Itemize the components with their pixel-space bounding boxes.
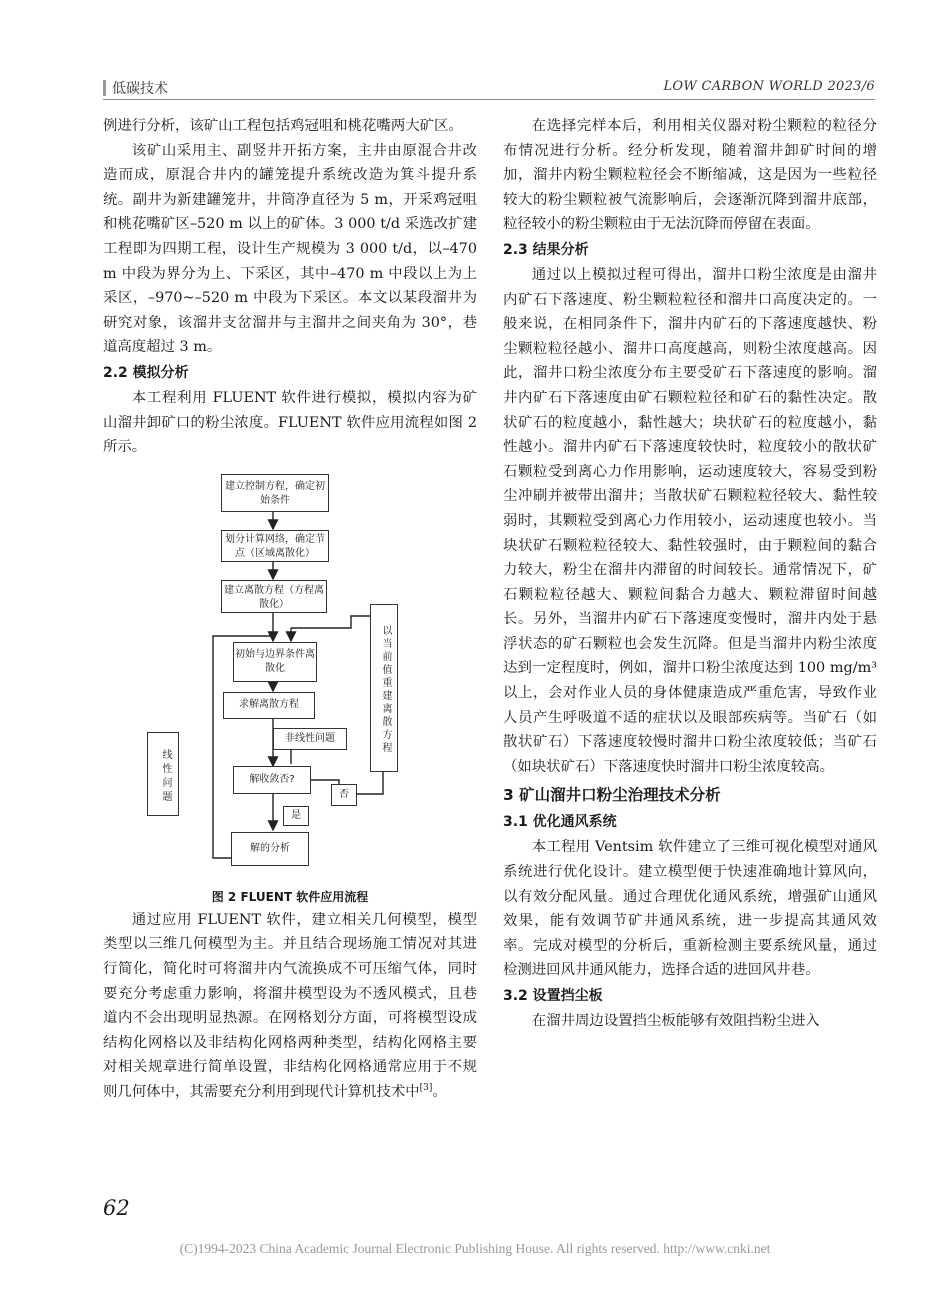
- paragraph: 在溜井周边设置挡尘板能够有效阻挡粉尘进入: [531, 1013, 820, 1029]
- left-column: [103, 114, 477, 1104]
- citation[interactable]: [3]: [419, 1083, 433, 1094]
- figure-2-flowchart: [103, 466, 477, 886]
- flow-box-converge: 解收敛否?: [233, 766, 311, 794]
- paragraph: 通过应用 FLUENT 软件，建立相关几何模型，模型类型以三维几何模型为主。并且结合现场施工情况对其进行简化，简化时可将溜井内气流换成不可压缩气体，同时要充分考虑重力影响，将溜井模型设为不透风模式，且巷道内不会出现明显热源。在网格划分方面，可将模型设成结构化网格以及非结构化网格两种类型，结构化网格主要对相关规章进行简单设置，非结构化网格通常应用于不规则几何体中，其需要充分利用到现代计算机技术中[3]。: [103, 911, 477, 1100]
- flow-box-discrete-equation: 建立离散方程（方程离散化）: [221, 580, 327, 613]
- copyright-footer: (C)1994-2023 China Academic Journal Electronic Publishing House. All rights reserved. http://www.cnki.net: [179, 1241, 771, 1256]
- flow-box-solve: 求解离散方程: [223, 692, 315, 719]
- paragraph: 该矿山采用主、副竖井开拓方案，主井由原混合井改造而成，原混合井内的罐笼提升系统改造为箕斗提升系统。副井为新建罐笼井，井筒净直径为 5 m，开采鸡冠咀和桃花嘴矿区–520 m 以上的矿体。3 000 t/d 采选改扩建工程即为四期工程，设计生产规模为 3 000 t/d，以–470 m 中段为界分为上、下采区，其中–470 m 中段以上为上采区，–970~–520 m 中段为下采区。本文以某段溜井为研究对象，该溜井支岔溜井与主溜井之间夹角为 30°，巷道高度超过 3 m。: [103, 142, 477, 356]
- flow-box-grid: 划分计算网络，确定节点（区域离散化）: [221, 530, 329, 562]
- header-rule: [103, 99, 875, 100]
- section-heading-3: 3 矿山溜井口粉尘治理技术分析: [503, 786, 721, 805]
- flow-box-analysis: 解的分析: [231, 832, 309, 866]
- journal-section-name: 低碳技术: [112, 81, 168, 97]
- flow-label-no: 否: [331, 784, 357, 806]
- section-heading-2-3: 2.3 结果分析: [503, 241, 589, 258]
- paragraph: 本工程用 Ventsim 软件建立了三维可视化模型对通风系统进行优化设计。建立模型便于快速准确地计算风向，以有效分配风量。通过合理优化通风系统，增强矿山通风效果，能有效调节矿井通风系统，进一步提高其通风效率。完成对模型的分析后，重新检测主要系统风量，通过检测进回风井通风能力，选择合适的进回风井巷。: [503, 839, 877, 979]
- paragraph: 通过以上模拟过程可得出，溜井口粉尘浓度是由溜井内矿石下落速度、粉尘颗粒粒径和溜井口高度决定的。一般来说，在相同条件下，溜井内矿石的下落速度越快、粉尘颗粒粒径越小、溜井口高度越高，则粉尘浓度越高。因此，溜井口粉尘浓度分布主要受矿石下落速度的影响。溜井内矿石下落速度由矿石颗粒粒径和矿石的黏性决定。散状矿石的粒度越小，黏性越大；块状矿石的粒度越小，黏性越小。溜井内矿石下落速度较快时，粒度较小的散状矿石颗粒受到离心力作用影响，运动速度较大，容易受到粉尘冲刷并被带出溜井；当散状矿石颗粒粒径较大、黏性较弱时，其颗粒受到离心力作用较小，运动速度也较小。当块状矿石颗粒粒径较大、黏性较强时，由于颗粒间的黏合力较大，粉尘在溜井内滞留的时间较长。通常情况下，矿石颗粒粒径越大、颗粒间黏合力越大、颗粒滞留时间越长。另外，当溜井内矿石下落速度变慢时，溜井内处于悬浮状态的矿石颗粒也会发生沉降。但是当溜井内粉尘浓度达到一定程度时，例如，溜井口粉尘浓度达到 100 mg/m³ 以上，会对作业人员的身体健康造成严重危害，导致作业人员产生呼吸道不适的症状以及眼部疾病等。当矿石（如散状矿石）下落速度较慢时溜井口粉尘浓度较低；当矿石（如块状矿石）下落速度快时溜井口粉尘浓度较高。: [503, 266, 877, 775]
- flow-box-rebuild: 以当前值重建离散方程: [370, 604, 398, 772]
- paragraph: 在选择完样本后，利用相关仪器对粉尘颗粒的粒径分布情况进行分析。经分析发现，随着溜井卸矿时间的增加，溜井内粉尘颗粒粒径会不断缩减，这是因为一些粒径较大的粉尘颗粒被气流影响后，会逐渐沉降到溜井底部，粒径较小的粉尘颗粒由于无法沉降而停留在表面。: [503, 118, 877, 233]
- journal-issue: LOW CARBON WORLD 2023/6: [663, 79, 875, 94]
- section-heading-3-1: 3.1 优化通风系统: [503, 814, 617, 831]
- header-marker: [103, 80, 106, 96]
- paragraph: 本工程利用 FLUENT 软件进行模拟，模拟内容为矿山溜井卸矿口的粉尘浓度。FLUENT 软件应用流程如图 2 所示。: [103, 389, 477, 456]
- flow-box-boundary-discretization: 初始与边界条件离散化: [233, 642, 317, 682]
- section-heading-2-2: 2.2 模拟分析: [103, 364, 189, 381]
- paragraph: 例进行分析，该矿山工程包括鸡冠咀和桃花嘴两大矿区。: [103, 118, 463, 134]
- flow-box-nonlinear: 非线性问题: [273, 728, 347, 750]
- section-heading-3-2: 3.2 设置挡尘板: [503, 988, 603, 1004]
- flow-box-linear: 线性问题: [147, 732, 179, 816]
- figure-caption: 图 2 FLUENT 软件应用流程: [211, 889, 369, 904]
- flow-box-control-equation: 建立控制方程，确定初始条件: [221, 474, 329, 512]
- page-number: 62: [103, 1196, 130, 1220]
- right-column: [503, 114, 877, 1034]
- flow-label-yes: 是: [283, 806, 309, 826]
